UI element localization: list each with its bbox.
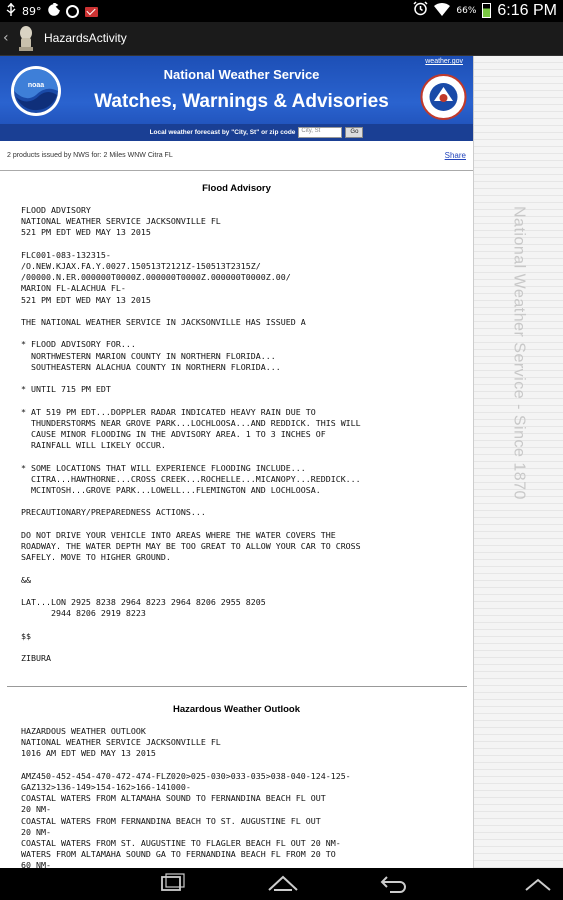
back-icon[interactable] — [370, 872, 414, 896]
clock: 6:16 PM — [497, 1, 557, 19]
sync-icon — [48, 3, 60, 20]
product-text: FLOOD ADVISORY NATIONAL WEATHER SERVICE JACKSONVILLE FL 521 PM EDT WED MAY 13 2015 FLC001-083-132315- /O.NEW.KJAX.FA.Y.0027.150513T2121Z-150513T2315Z/ /00000.N.ER.000000T0000Z.000000T0000Z.000000T0000Z.00/ MARION FL-ALACHUA FL- 521 PM EDT WED MAY 13 2015 THE NATIONAL WEATHER SERVICE IN JACKSONVILLE HAS ISSUED A * FLOOD ADVISORY FOR... NORTHWESTERN MARION COUNTY IN NORTHERN FLORIDA... SOUTHEASTERN ALACHUA COUNTY IN NORTHERN FLORIDA... * UNTIL 715 PM EDT * AT 519 PM EDT...DOPPLER RADAR INDICATED HEAVY RAIN DUE TO THUNDERSTORMS NEAR GROVE PARK...LOCHLOOSA...AND REDDICK. THIS WILL CAUSE MINOR FLOODING IN THE ADVISORY AREA. 1 TO 3 INCHES OF RAINFALL WILL LIKELY OCCUR. * SOME LOCATIONS THAT WILL EXPERIENCE FLOODING INCLUDE... CITRA...HAWTHORNE...CROSS CREEK...ROCHELLE...MICANOPY...REDDICK... MCINTOSH...GROVE PARK...LOWELL...FLEMINGTON AND LOCHLOOSA. PRECAUTIONARY/PREPAREDNESS ACTIONS... DO NOT DRIVE YOUR VEHICLE INTO AREAS WHERE THE WATER COVERS THE ROADWAY. THE WATER DEPTH MAY BE TOO GREAT TO ALLOW YOUR CAR TO CROSS SAFELY. MOVE TO HIGHER GROUND. && LAT...LON 2925 8238 2964 8223 2964 8206 2955 8205 2944 8206 2919 8223 $$ ZIBURA — [21, 205, 361, 664]
svg-text:noaa: noaa — [27, 82, 45, 89]
products-summary: 2 products issued by NWS for: 2 Miles WNW Citra FL — [7, 152, 173, 159]
share-link[interactable]: Share — [444, 151, 466, 160]
system-icons — [413, 1, 557, 20]
mail-icon — [85, 7, 98, 17]
notification-icons — [6, 3, 98, 20]
side-panel-text: National Weather Service - Since 1870 — [510, 206, 528, 500]
main-column — [0, 56, 473, 868]
alarm-icon — [413, 1, 428, 20]
product-divider — [7, 686, 467, 687]
battery-icon — [482, 3, 491, 18]
circle-status-icon — [66, 5, 79, 18]
banner-agency: National Weather Service — [163, 67, 320, 82]
weather-gov-link[interactable]: weather.gov — [425, 58, 463, 65]
products-info-row — [0, 141, 473, 171]
weather-temp: 89° — [22, 5, 42, 18]
status-bar — [0, 0, 563, 22]
product-text: HAZARDOUS WEATHER OUTLOOK NATIONAL WEATHER SERVICE JACKSONVILLE FL 1016 AM EDT WED MAY 13 2015 AMZ450-452-454-470-472-474-FLZ020>025-030>033-035>038-040-124-125- GAZ132>136-149>154-162>166-141000- COASTAL WATERS FROM ALTAMAHA SOUND TO FERNANDINA BEACH FL OUT 20 NM- COASTAL WATERS FROM FERNANDINA BEACH TO ST. AUGUSTINE FL OUT 20 NM- COASTAL WATERS FROM ST. AUGUSTINE TO FLAGLER BEACH FL OUT 20 NM- WATERS FROM ALTAMAHA SOUND GA TO FERNANDINA BEACH FL FROM 20 TO 60 NM- — [21, 726, 351, 868]
search-label: Local weather forecast by "City, St" or zip code — [149, 129, 296, 136]
action-bar — [0, 22, 563, 56]
nws-logo-icon[interactable] — [420, 71, 467, 123]
banner-title: Watches, Warnings & Advisories — [94, 91, 389, 112]
product-title: Hazardous Weather Outlook — [172, 704, 301, 715]
web-content[interactable] — [0, 56, 563, 868]
chevron-up-icon[interactable] — [520, 872, 563, 896]
side-panel — [473, 56, 563, 868]
location-input[interactable]: City, St — [298, 127, 342, 138]
go-button[interactable]: Go — [345, 127, 363, 138]
product-title: Flood Advisory — [202, 183, 271, 194]
recent-apps-icon[interactable] — [150, 872, 194, 896]
back-caret-icon[interactable]: ‹ — [3, 30, 9, 46]
battery-percent: 66% — [456, 5, 477, 16]
activity-title: HazardsActivity — [44, 31, 127, 45]
local-forecast-search — [0, 124, 473, 141]
wifi-icon — [434, 2, 450, 20]
usb-icon — [6, 3, 16, 20]
navigation-bar — [0, 868, 563, 900]
nws-banner — [0, 56, 473, 141]
app-logo-icon[interactable] — [16, 25, 36, 52]
home-icon[interactable] — [261, 872, 305, 896]
